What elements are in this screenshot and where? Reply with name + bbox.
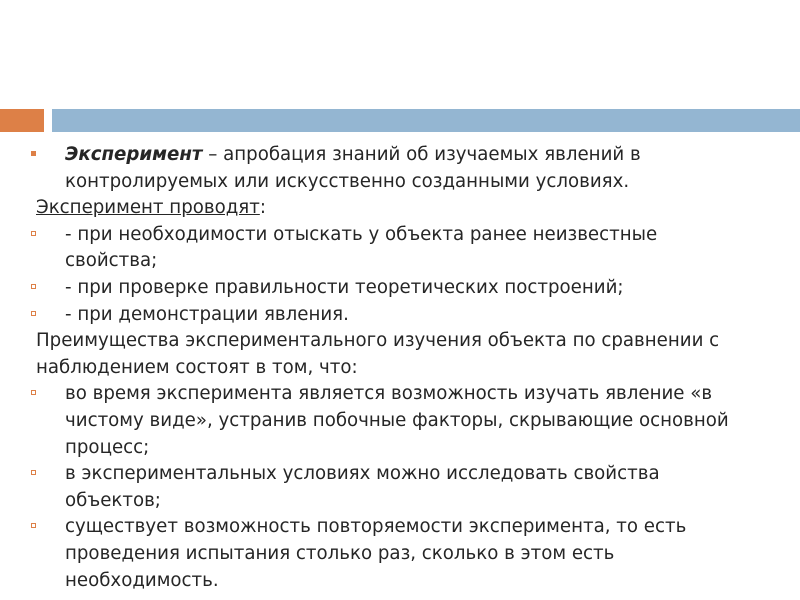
conducted-colon: : [259,197,266,219]
advantage-item-2 [36,461,776,488]
definition-line-1 [36,142,776,169]
bullet-icon [31,523,36,528]
conducted-item-text: - при проверке правильности теоретических построений; [65,276,624,298]
accent-bar-blue [52,109,800,132]
bullet-icon [31,470,36,475]
accent-bar-orange [0,109,44,132]
bullet-icon [31,390,36,395]
slide-body [36,142,776,594]
conducted-item-3 [36,302,776,329]
advantage-item-text: существует возможность повторяемости эксперимента, то есть [65,516,687,538]
advantage-item-1-cont: процесс; [65,436,150,458]
advantage-item-3 [36,514,776,541]
bullet-icon [31,311,36,316]
conducted-item-1-cont: свойства; [65,250,158,272]
advantages-intro-line-2: наблюдением состоят в том, что: [36,356,358,378]
bullet-icon [31,151,36,156]
advantage-item-text: в экспериментальных условиях можно исследовать свойства [65,463,660,485]
advantage-item-text: во время эксперимента является возможность изучать явление «в [65,383,713,405]
conducted-item-text: - при необходимости отыскать у объекта ранее неизвестные [65,223,658,245]
bullet-icon [31,231,36,236]
advantage-item-3-cont: необходимость. [65,569,219,591]
advantage-item-2-cont: объектов; [65,489,161,511]
advantages-intro-line-1: Преимущества экспериментального изучения объекта по сравнении с [36,330,720,352]
definition-term: Эксперимент [65,144,203,165]
conducted-item-1 [36,222,776,249]
definition-line-2: контролируемых или искусственно созданными условиях. [65,170,630,192]
conducted-heading: Эксперимент проводят [36,197,260,219]
advantage-item-3-cont: проведения испытания столько раз, сколько в этом есть [65,542,615,564]
definition-text: – апробация знаний об изучаемых явлений в [202,144,641,165]
advantage-item-1 [36,381,776,408]
conducted-item-text: - при демонстрации явления. [65,303,349,325]
bullet-icon [31,284,36,289]
conducted-heading-line [36,195,776,222]
conducted-item-2 [36,275,776,302]
advantage-item-1-cont: чистому виде», устранив побочные факторы, скрывающие основной [65,409,729,431]
